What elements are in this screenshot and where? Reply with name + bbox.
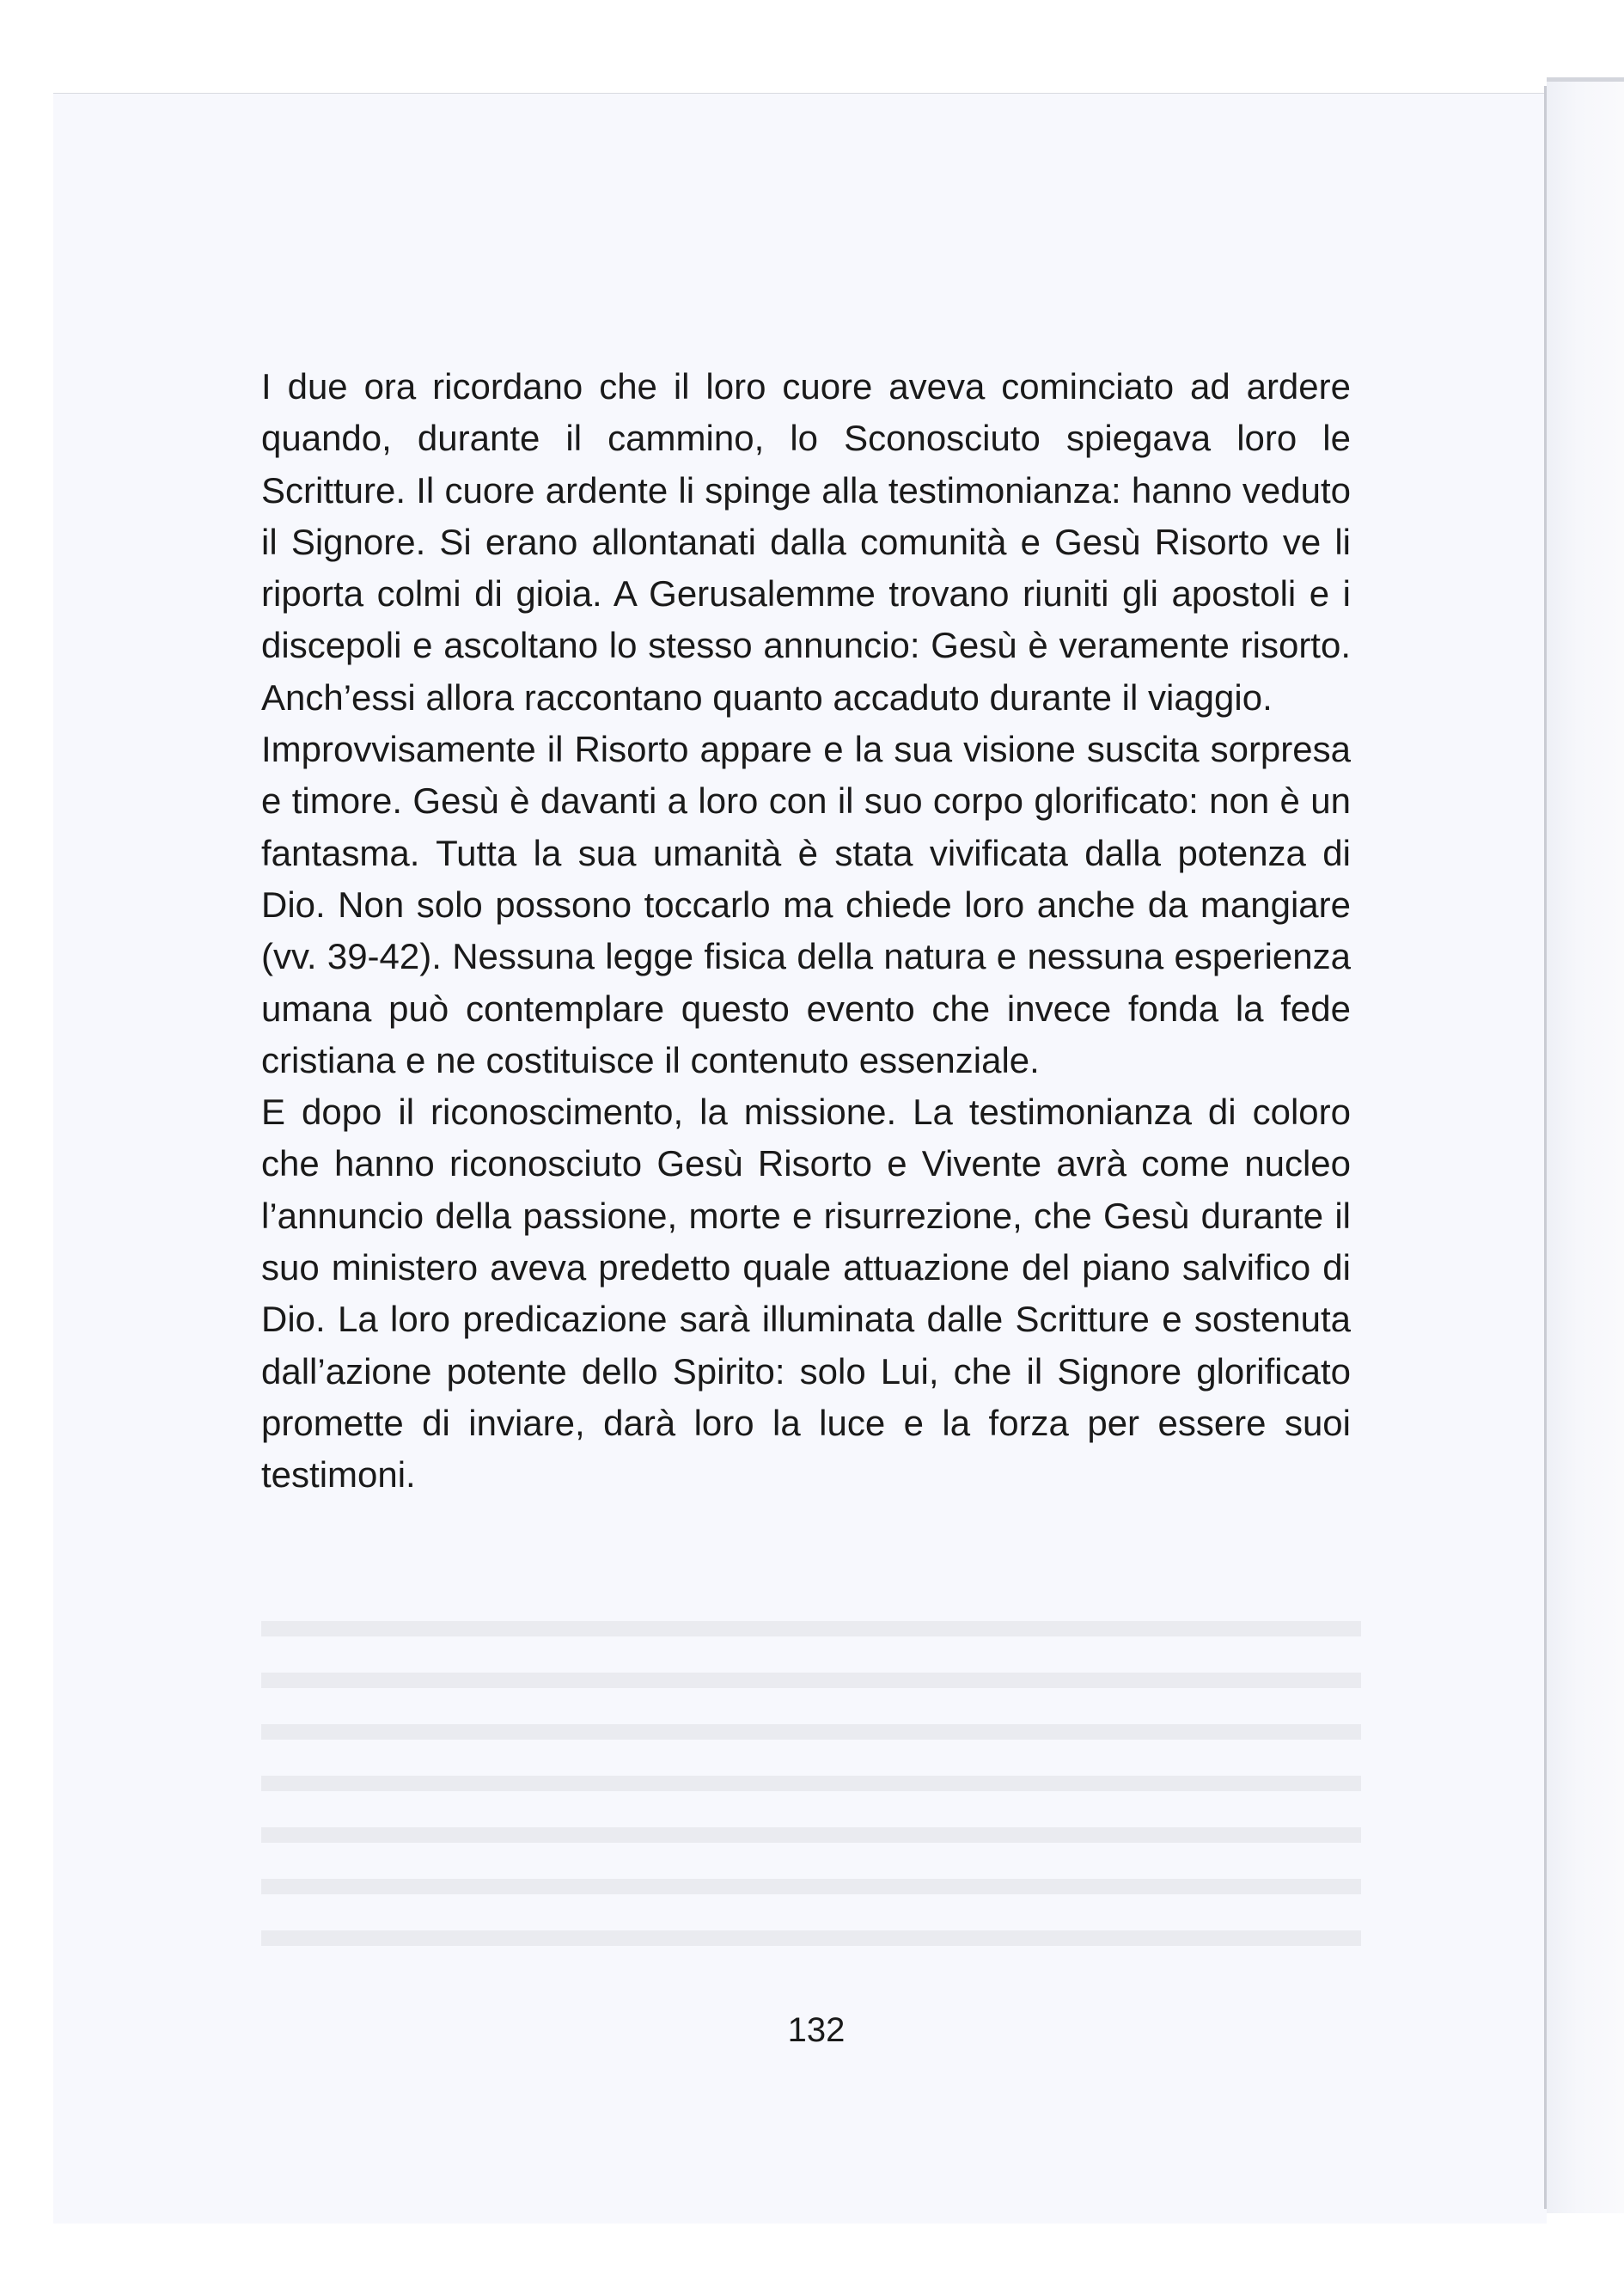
body-text	[261, 361, 1351, 1502]
next-page-edge	[1547, 82, 1624, 2213]
paragraph-1: I due ora ricordano che il loro cuore aveva cominciato ad ardere quando, durante il cammino, lo Sconosciuto spiegava loro le Scritture. Il cuore ardente li spinge alla testimonianza: hanno veduto il Signore. Si erano allontanati dalla comunità e Gesù Risorto ve li riporta colmi di gioia. A Gerusalemme trovano riuniti gli apostoli e i discepoli e ascoltano lo stesso annuncio: Gesù è veramente risorto. Anch’essi allora raccontano quanto accaduto durante il viaggio.	[261, 366, 1351, 718]
page-number: 132	[787, 2011, 846, 2049]
paragraph-2: Improvvisamente il Risorto appare e la sua visione suscita sorpresa e timore. Gesù è davanti a loro con il suo corpo glorificato: non è un fantasma. Tutta la sua umanità è stata vivificata dalla potenza di Dio. Non solo possono toccarlo ma chiede loro anche da mangiare (vv. 39-42). Nessuna legge fisica della natura e nessuna esperienza umana può contemplare questo evento che invece fonda la fede cristiana e ne costituisce il contenuto essenziale.	[261, 729, 1351, 1080]
binding-line	[1544, 86, 1547, 2209]
paragraph-3: E dopo il riconoscimento, la missione. La testimonianza di coloro che hanno riconosciuto Gesù Risorto e Vivente avrà come nucleo l’annuncio della passione, morte e risurrezione, che Gesù durante il suo ministero aveva predetto quale attuazione del piano salvifico di Dio. La loro predicazione sarà illuminata dalle Scritture e sostenuta dall’azione potente dello Spirito: solo Lui, che il Signore glorificato promette di inviare, darà loro la luce e la forza per essere suoi testimoni.	[261, 1092, 1351, 1496]
